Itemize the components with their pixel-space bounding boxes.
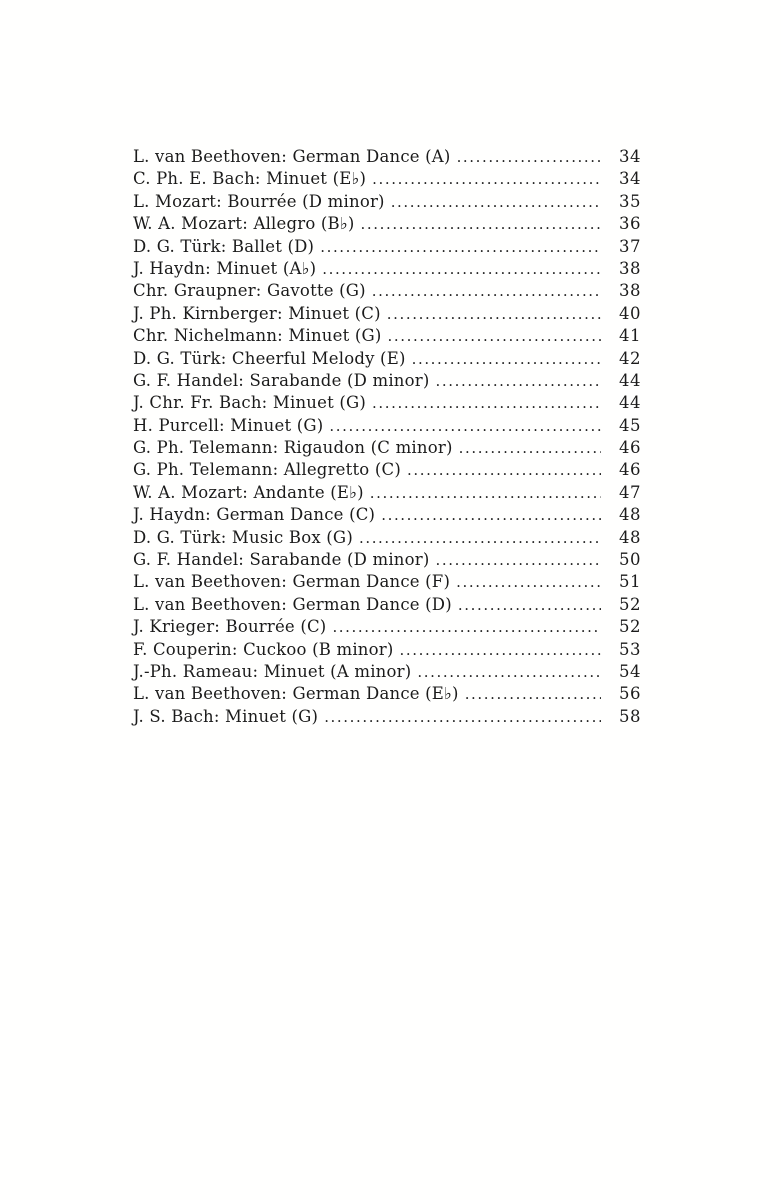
toc-entry-row (133, 683, 641, 705)
toc-entry-row (133, 437, 641, 459)
dot-leader (372, 280, 601, 302)
toc-entry-page-number: 48 (619, 505, 641, 525)
toc-entry-title: J. S. Bach: Minuet (G) (133, 706, 319, 726)
dot-leader (412, 348, 601, 370)
dot-leader (417, 661, 601, 683)
toc-list (133, 146, 641, 728)
toc-entry-title: D. G. Türk: Music Box (G) (133, 527, 353, 547)
toc-entry-title: G. F. Handel: Sarabande (D minor) (133, 550, 430, 570)
toc-entry-title: L. van Beethoven: German Dance (D) (133, 594, 452, 614)
toc-entry-title: J. Haydn: German Dance (C) (133, 505, 376, 525)
toc-entry-title: W. A. Mozart: Andante (E♭) (133, 482, 364, 502)
toc-entry-title: Chr. Graupner: Gavotte (G) (133, 281, 366, 301)
toc-entry-page-number: 36 (619, 214, 641, 234)
toc-entry-page-number: 44 (619, 370, 641, 390)
toc-entry-title: J. Chr. Fr. Bach: Minuet (G) (133, 393, 367, 413)
toc-entry-title: G. Ph. Telemann: Rigaudon (C minor) (133, 438, 453, 458)
toc-entry-row (133, 236, 641, 258)
toc-entry-page-number: 46 (619, 460, 641, 480)
toc-entry-row (133, 213, 641, 235)
toc-entry-title: J.-Ph. Rameau: Minuet (A minor) (133, 661, 412, 681)
toc-entry-title: L. Mozart: Bourrée (D minor) (133, 191, 385, 211)
toc-entry-row (133, 549, 641, 571)
dot-leader (400, 639, 602, 661)
toc-entry-page-number: 53 (619, 639, 641, 659)
toc-entry-title: H. Purcell: Minuet (G) (133, 415, 324, 435)
toc-entry-row (133, 415, 641, 437)
dot-leader (388, 325, 601, 347)
dot-leader (361, 213, 602, 235)
toc-entry-page-number: 46 (619, 438, 641, 458)
toc-entry-page-number: 37 (619, 236, 641, 256)
toc-entry-page-number: 58 (619, 706, 641, 726)
toc-entry-page-number: 51 (619, 572, 641, 592)
toc-entry-page-number: 56 (619, 684, 641, 704)
toc-entry-title: F. Couperin: Cuckoo (B minor) (133, 639, 394, 659)
dot-leader (370, 482, 601, 504)
toc-entry-page-number: 42 (619, 348, 641, 368)
toc-entry-row (133, 303, 641, 325)
toc-entry-row (133, 191, 641, 213)
toc-entry-title: C. Ph. E. Bach: Minuet (E♭) (133, 169, 367, 189)
toc-entry-row (133, 482, 641, 504)
toc-entry-page-number: 48 (619, 527, 641, 547)
toc-entry-row (133, 392, 641, 414)
dot-leader (407, 459, 601, 481)
toc-entry-page-number: 52 (619, 617, 641, 637)
toc-entry-title: W. A. Mozart: Allegro (B♭) (133, 214, 355, 234)
toc-entry-row (133, 616, 641, 638)
toc-entry-title: L. van Beethoven: German Dance (E♭) (133, 684, 459, 704)
toc-entry-page-number: 35 (619, 191, 641, 211)
toc-entry-page-number: 45 (619, 415, 641, 435)
toc-entry-page-number: 50 (619, 550, 641, 570)
toc-entry-title: J. Haydn: Minuet (A♭) (133, 258, 317, 278)
toc-entry-row (133, 504, 641, 526)
dot-leader (359, 527, 601, 549)
toc-entry-title: G. Ph. Telemann: Allegretto (C) (133, 460, 401, 480)
dot-leader (436, 549, 602, 571)
dot-leader (465, 683, 601, 705)
toc-entry-row (133, 661, 641, 683)
toc-entry-title: D. G. Türk: Ballet (D) (133, 236, 315, 256)
toc-entry-row (133, 459, 641, 481)
toc-entry-row (133, 325, 641, 347)
toc-entry-row (133, 706, 641, 728)
toc-entry-page-number: 38 (619, 281, 641, 301)
toc-entry-page-number: 47 (619, 482, 641, 502)
toc-entry-title: J. Krieger: Bourrée (C) (133, 617, 327, 637)
toc-entry-page-number: 34 (619, 169, 641, 189)
dot-leader (436, 370, 602, 392)
dot-leader (372, 392, 601, 414)
dot-leader (332, 616, 601, 638)
dot-leader (458, 594, 601, 616)
toc-entry-row (133, 571, 641, 593)
toc-entry-page-number: 52 (619, 594, 641, 614)
dot-leader (372, 168, 601, 190)
dot-leader (324, 706, 601, 728)
toc-entry-row (133, 258, 641, 280)
dot-leader (322, 258, 601, 280)
toc-entry-row (133, 280, 641, 302)
toc-entry-page-number: 44 (619, 393, 641, 413)
toc-entry-row (133, 594, 641, 616)
toc-entry-title: G. F. Handel: Sarabande (D minor) (133, 370, 430, 390)
dot-leader (381, 504, 601, 526)
toc-entry-page-number: 41 (619, 326, 641, 346)
dot-leader (329, 415, 601, 437)
dot-leader (456, 571, 601, 593)
toc-entry-page-number: 34 (619, 147, 641, 166)
toc-entry-title: L. van Beethoven: German Dance (F) (133, 572, 451, 592)
toc-entry-row (133, 168, 641, 190)
dot-leader (457, 146, 601, 168)
toc-entry-title: Chr. Nichelmann: Minuet (G) (133, 326, 382, 346)
dot-leader (387, 303, 601, 325)
toc-entry-page-number: 40 (619, 303, 641, 323)
toc-entry-row (133, 146, 641, 168)
toc-entry-page-number: 38 (619, 258, 641, 278)
dot-leader (391, 191, 601, 213)
dot-leader (459, 437, 601, 459)
dot-leader (320, 236, 601, 258)
toc-entry-row (133, 370, 641, 392)
toc-entry-title: D. G. Türk: Cheerful Melody (E) (133, 348, 406, 368)
toc-entry-title: J. Ph. Kirnberger: Minuet (C) (133, 303, 381, 323)
toc-entry-title: L. van Beethoven: German Dance (A) (133, 147, 451, 166)
toc-entry-row (133, 639, 641, 661)
toc-entry-page-number: 54 (619, 661, 641, 681)
toc-entry-row (133, 348, 641, 370)
toc-entry-row (133, 527, 641, 549)
